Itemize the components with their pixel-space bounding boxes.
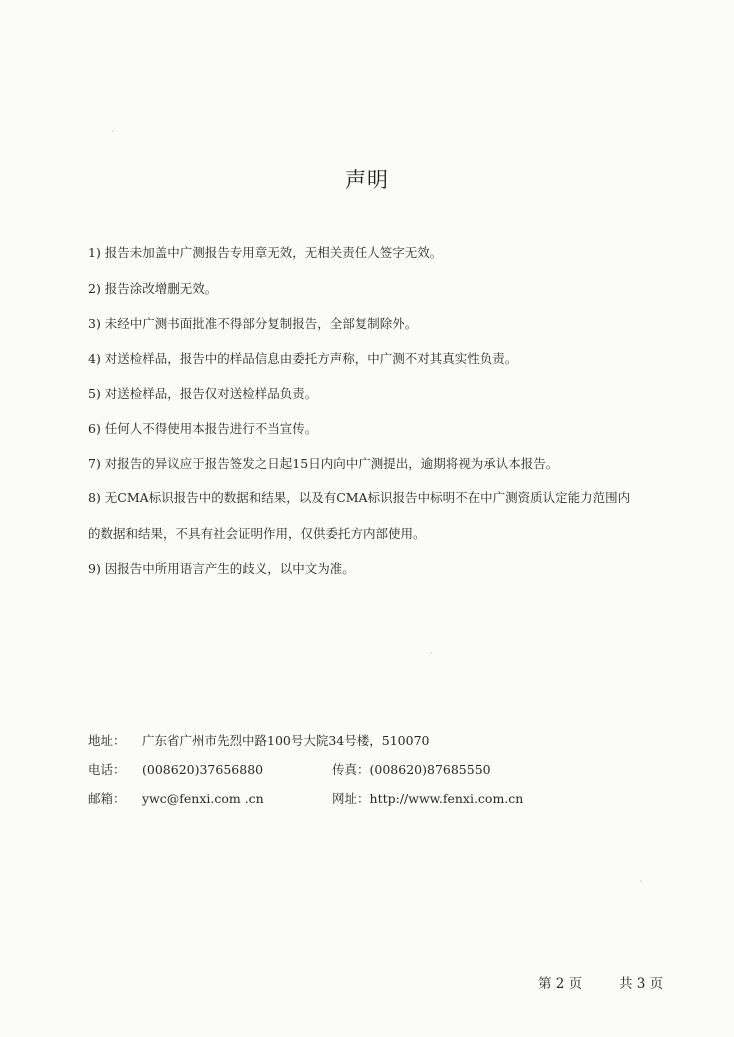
website-line [332, 791, 523, 807]
page-number-total: 共 3 页 [619, 976, 664, 992]
fax-line [332, 762, 491, 778]
scan-speck [430, 652, 432, 654]
phone-label: 电话： [88, 762, 126, 777]
clause-6: 6) 任何人不得使用本报告进行不当宣传。 [88, 421, 318, 436]
website-label: 网址： [332, 791, 370, 806]
phone-line [88, 762, 263, 778]
page-title: 声明 [345, 168, 389, 192]
clause-3: 3) 未经中广测书面批准不得部分复制报告，全部复制除外。 [88, 316, 418, 331]
phone-value: (008620)37656880 [142, 762, 264, 777]
address-value: 广东省广州市先烈中路100号大院34号楼，510070 [142, 733, 430, 748]
email-line [88, 791, 264, 807]
clause-9: 9) 因报告中所用语言产生的歧义，以中文为准。 [88, 561, 355, 576]
clause-4: 4) 对送检样品，报告中的样品信息由委托方声称，中广测不对其真实性负责。 [88, 351, 518, 366]
clause-1: 1) 报告未加盖中广测报告专用章无效，无相关责任人签字无效。 [88, 245, 443, 260]
clause-7: 7) 对报告的异议应于报告签发之日起15日内向中广测提出，逾期将视为承认本报告。 [88, 456, 559, 471]
website-value: http://www.fenxi.com.cn [369, 791, 524, 806]
email-value: ywc@fenxi.com .cn [142, 791, 264, 806]
page-number-current: 第 2 页 [538, 976, 583, 992]
address-line [88, 733, 429, 749]
address-label: 地址： [88, 733, 126, 748]
email-label: 邮箱： [88, 791, 126, 806]
fax-value: (008620)87685550 [369, 762, 491, 777]
scan-speck [640, 880, 642, 882]
clause-8-continued: 的数据和结果，不具有社会证明作用，仅供委托方内部使用。 [88, 526, 426, 541]
clause-8: 8) 无CMA标识报告中的数据和结果，以及有CMA标识报告中标明不在中广测资质认定能力范围内 [88, 490, 631, 505]
fax-label: 传真： [332, 762, 370, 777]
clause-5: 5) 对送检样品，报告仅对送检样品负责。 [88, 386, 318, 401]
clause-2: 2) 报告涂改增删无效。 [88, 281, 218, 296]
scan-speck [112, 130, 114, 132]
